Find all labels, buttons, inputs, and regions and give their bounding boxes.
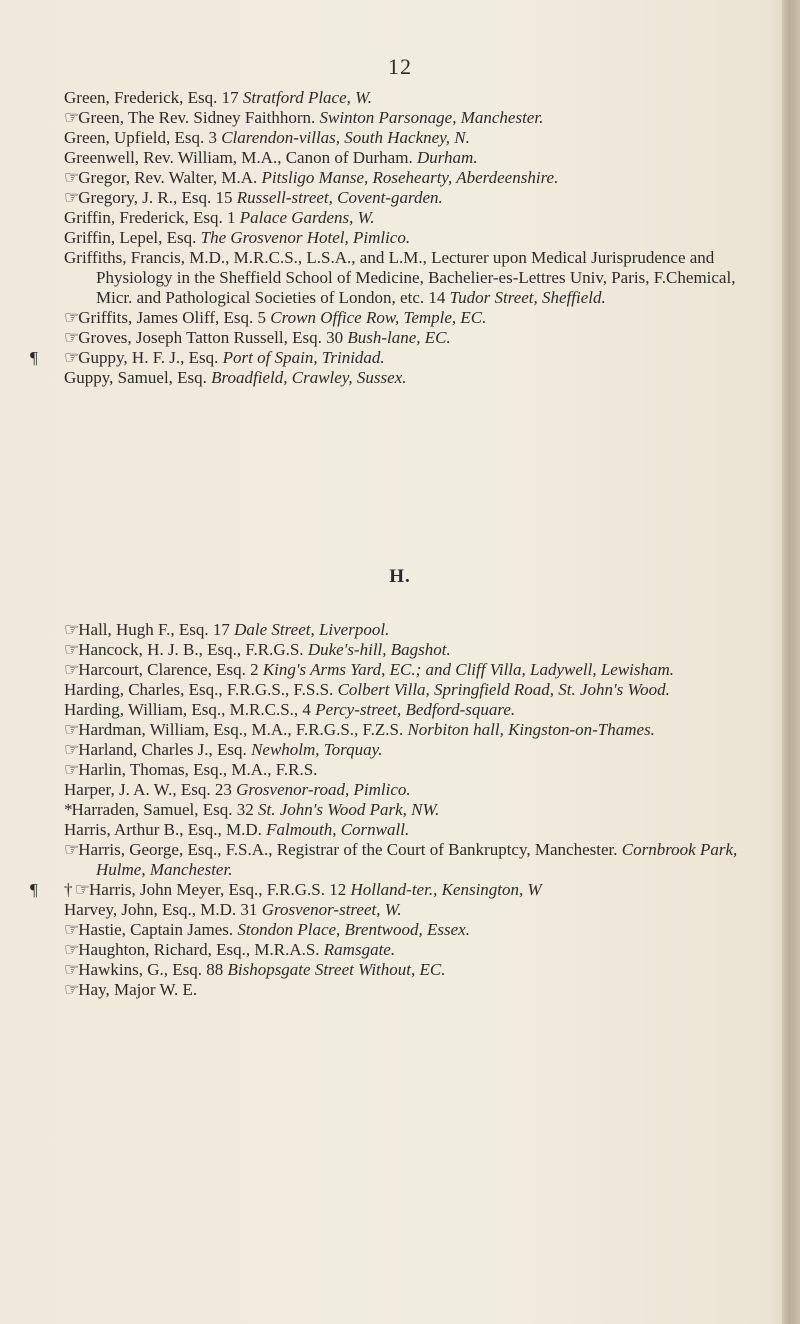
pilcrow-mark: ¶ [30,348,38,367]
member-address: Bush-lane, EC. [347,328,451,347]
member-name: Green, Upfield, Esq. 3 [64,128,217,147]
member-address: Swinton Parsonage, Manchester. [319,108,544,127]
directory-entry [0,840,800,880]
member-address: Grosvenor-street, W. [261,900,402,919]
member-name: Hawkins, G., Esq. 88 [78,960,224,979]
member-name: Griffin, Frederick, Esq. 1 [64,208,236,227]
member-symbol: ☞ [64,960,79,979]
member-name: Greenwell, Rev. William, M.A., Canon of Durham. [64,148,413,167]
member-name: Harris, John Meyer, Esq., F.R.G.S. 12 [89,880,347,899]
member-symbol: ☞ [64,348,79,367]
member-name: Hay, Major W. E. [78,980,198,999]
member-name: Gregor, Rev. Walter, M.A. [78,168,258,187]
member-name: Green, The Rev. Sidney Faithhorn. [78,108,316,127]
entries-g [0,88,800,388]
member-name: Harper, J. A. W., Esq. 23 [64,780,232,799]
directory-entry [0,348,800,368]
member-symbol: ☞ [64,720,79,739]
directory-entry [0,800,800,820]
member-name: Harlin, Thomas, Esq., M.A., F.R.S. [78,760,318,779]
member-symbol: ☞ [64,840,79,859]
page-number: 12 [388,54,412,79]
member-address: Russell-street, Covent-garden. [236,188,443,207]
directory-entry [0,308,800,328]
member-symbol: ☞ [64,308,79,327]
member-address: Falmouth, Cornwall. [266,820,410,839]
member-symbol: ☞ [64,740,79,759]
member-name: Harvey, John, Esq., M.D. 31 [64,900,258,919]
member-symbol: ☞ [64,620,79,639]
member-address: Cornbrook Park, Hulme, Manchester. [96,840,738,879]
directory-entry [0,328,800,348]
directory-entry [0,228,800,248]
directory-entry [0,128,800,148]
member-address: Palace Gardens, W. [239,208,375,227]
member-address: Port of Spain, Trinidad. [222,348,385,367]
member-address: Colbert Villa, Springfield Road, St. John's Wood. [337,680,670,699]
member-name: Harding, Charles, Esq., F.R.G.S., F.S.S. [64,680,334,699]
member-name: Harraden, Samuel, Esq. 32 [71,800,254,819]
member-address: Tudor Street, Sheffield. [449,288,606,307]
member-name: Hall, Hugh F., Esq. 17 [78,620,230,639]
member-address: Bishopsgate Street Without, EC. [227,960,446,979]
member-name: Hancock, H. J. B., Esq., F.R.G.S. [78,640,304,659]
member-name: Groves, Joseph Tatton Russell, Esq. 30 [78,328,344,347]
member-address: Grosvenor-road, Pimlico. [236,780,411,799]
member-name: Gregory, J. R., Esq. 15 [78,188,233,207]
member-address: Stondon Place, Brentwood, Essex. [237,920,470,939]
member-name: Griffin, Lepel, Esq. [64,228,197,247]
member-address: Duke's-hill, Bagshot. [307,640,451,659]
directory-entry [0,920,800,940]
directory-entry [0,368,800,388]
member-address: The Grosvenor Hotel, Pimlico. [200,228,411,247]
member-name: Green, Frederick, Esq. 17 [64,88,239,107]
member-name: Harcourt, Clarence, Esq. 2 [78,660,259,679]
directory-entry [0,88,800,108]
member-symbol: † ☞ [64,880,89,899]
member-symbol: ☞ [64,108,79,127]
member-symbol: ☞ [64,920,79,939]
member-name: Griffits, James Oliff, Esq. 5 [78,308,267,327]
directory-entry [0,620,800,640]
member-address: Pitsligo Manse, Rosehearty, Aberdeenshire. [261,168,559,187]
section-heading: H. [389,566,411,587]
directory-entry [0,880,800,900]
member-symbol: ☞ [64,760,79,779]
directory-entry [0,108,800,128]
directory-entry [0,148,800,168]
member-address: Dale Street, Liverpool. [234,620,390,639]
directory-entry [0,248,800,308]
member-symbol: ☞ [64,328,79,347]
member-name: Harris, Arthur B., Esq., M.D. [64,820,262,839]
member-address: Newholm, Torquay. [251,740,383,759]
member-address: Clarendon-villas, South Hackney, N. [221,128,470,147]
directory-entry [0,168,800,188]
directory-entry [0,940,800,960]
directory-entry [0,780,800,800]
member-symbol: ☞ [64,640,79,659]
member-name: Guppy, Samuel, Esq. [64,368,207,387]
member-symbol: ☞ [64,980,79,999]
directory-entry [0,680,800,700]
member-name: Haughton, Richard, Esq., M.R.A.S. [78,940,320,959]
member-name: Guppy, H. F. J., Esq. [78,348,219,367]
member-symbol: ☞ [64,188,79,207]
member-address: King's Arms Yard, EC.; and Cliff Villa, Ladywell, Lewisham. [262,660,675,679]
directory-entry [0,900,800,920]
directory-entry [0,720,800,740]
member-symbol: ☞ [64,940,79,959]
member-symbol: ☞ [64,660,79,679]
directory-entry [0,208,800,228]
member-address: St. John's Wood Park, NW. [257,800,440,819]
member-address: Ramsgate. [323,940,396,959]
member-name: Harris, George, Esq., F.S.A., Registrar of the Court of Bankruptcy, Manchester. [78,840,618,859]
directory-entry [0,960,800,980]
directory-entry [0,820,800,840]
entries-h [0,620,800,1000]
directory-entry [0,640,800,660]
member-address: Percy-street, Bedford-square. [315,700,516,719]
member-symbol: ☞ [64,168,79,187]
member-symbol: * [64,800,72,819]
member-address: Stratford Place, W. [242,88,372,107]
directory-entry [0,660,800,680]
member-name: Griffiths, Francis, M.D., M.R.C.S., L.S.A., and L.M., Lecturer upon Medical Jurisprudence and Physiology in the Sheffield School of Medicine, Bachelier-es-Lettres Univ, Paris, F.Chemical, Micr. and Pathological Societies of London, etc. 14 [64,248,736,307]
directory-entry [0,188,800,208]
directory-entry [0,700,800,720]
member-name: Hastie, Captain James. [78,920,234,939]
directory-entry [0,760,800,780]
member-address: Broadfield, Crawley, Sussex. [211,368,407,387]
pilcrow-mark: ¶ [30,880,38,899]
member-name: Hardman, William, Esq., M.A., F.R.G.S., F.Z.S. [78,720,404,739]
member-address: Crown Office Row, Temple, EC. [270,308,487,327]
member-address: Norbiton hall, Kingston-on-Thames. [407,720,655,739]
member-name: Harding, William, Esq., M.R.C.S., 4 [64,700,311,719]
directory-entry [0,980,800,1000]
member-address: Durham. [416,148,478,167]
directory-entry [0,740,800,760]
member-name: Harland, Charles J., Esq. [78,740,247,759]
member-address: Holland-ter., Kensington, W [350,880,542,899]
